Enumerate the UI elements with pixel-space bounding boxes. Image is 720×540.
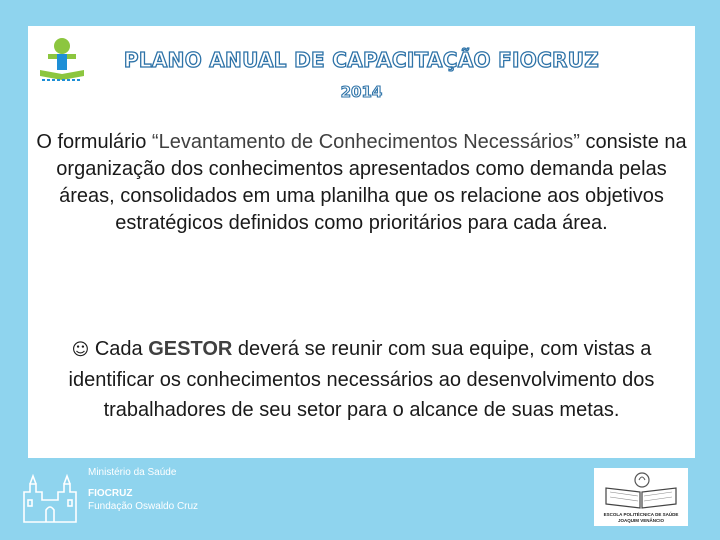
fiocruz-label: FIOCRUZ: [88, 488, 133, 499]
fiocruz-castle-icon: [20, 466, 80, 526]
smiley-bullet-icon: ☺: [71, 340, 90, 360]
bullet-text: deverá se reunir com sua equipe, com vistas a identificar os conhecimentos necessários ao desenvolvimento dos trabalhadores de seu setor para o alcance de suas metas.: [68, 338, 655, 421]
school-line1: ESCOLA POLITÉCNICA DE SAÚDE: [603, 512, 679, 517]
gestor-emphasis: GESTOR: [148, 338, 233, 360]
foundation-label: Fundação Oswaldo Cruz: [88, 501, 199, 512]
intro-paragraph: [32, 129, 691, 237]
epsjv-logo: [594, 468, 688, 526]
page-year: 2014: [340, 83, 383, 101]
intro-text-start: O formulário: [36, 131, 152, 153]
slide-panel: [28, 26, 695, 458]
school-line2: JOAQUIM VENÂNCIO: [617, 518, 664, 523]
intro-text-end: consiste na organização dos conhecimentos apresentados como demanda pelas áreas, consolidados em uma planilha que os relacione aos objetivos estratégicos definidos como prioritários para cada área.: [56, 131, 687, 234]
open-book-icon: [594, 468, 688, 512]
form-name: “Levantamento de Conhecimentos Necessários”: [151, 131, 580, 153]
epsjv-label: [598, 512, 684, 524]
ministry-label: Ministério da Saúde: [88, 467, 177, 478]
fiocruz-footer-text: [88, 466, 198, 513]
fiocruz-footer-logo: [20, 466, 210, 528]
gestor-bullet: [58, 334, 665, 425]
bullet-prefix: Cada: [94, 338, 149, 360]
page-title: PLANO ANUAL DE CAPACITAÇÃO FIOCRUZ: [123, 48, 600, 72]
